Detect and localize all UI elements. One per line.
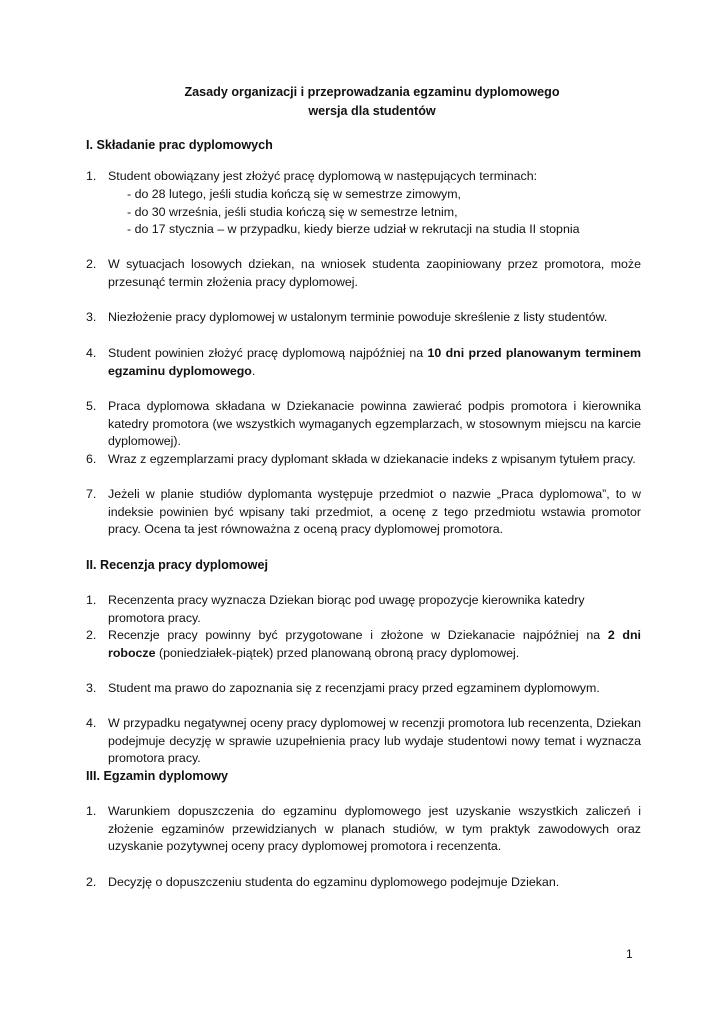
document-title: Zasady organizacji i przeprowadzania egzaminu dyplomowego [184, 85, 560, 99]
list-item-s1-6 [86, 451, 641, 469]
deadline-line-1: - do 28 lutego, jeśli studia kończą się w semestrze zimowym, [127, 187, 461, 201]
item-text: Wraz z egzemplarzami pracy dyplomant składa w dziekanacie indeks z wpisanym tytułem pracy. [108, 452, 636, 466]
item-text: Decyzję o dopuszczeniu studenta do egzaminu dyplomowego podejmuje Dziekan. [108, 875, 560, 889]
item-text: Praca dyplomowa składana w Dziekanacie powinna zawierać podpis promotora i kierownika katedry promotora (we wszystkich wymaganych egzemplarzach, w stosownym miejscu na karcie dyplomowej). [108, 399, 641, 448]
item-text-after: . [251, 363, 256, 378]
deadline-emphasis: 2 dni robocze [108, 628, 641, 660]
list-item-s3-1 [86, 803, 641, 856]
item-text: Niezłożenie pracy dyplomowej w ustalonym terminie powoduje skreślenie z listy studentów. [108, 310, 608, 324]
list-item-s1-5 [86, 398, 641, 451]
document-subtitle: wersja dla studentów [308, 104, 436, 118]
item-text-before: Student powinien złożyć pracę dyplomową najpóźniej na [108, 346, 428, 360]
item-number: 5. [86, 399, 97, 413]
list-item-s2-1 [86, 592, 641, 627]
list-item-s1-7 [86, 486, 641, 539]
list-item-s1-1 [86, 168, 641, 186]
item-text: W przypadku negatywnej oceny pracy dyplomowej w recenzji promotora lub recenzenta, Dziekan podejmuje decyzję w sprawie uzupełnienia pracy lub wydaje studentowi nowy temat i wyznacza promotora pracy. [108, 716, 641, 765]
item-text: Jeżeli w planie studiów dyplomanta występuje przedmiot o nazwie „Praca dyplomowa”, to w indeksie powinien być wpisany taki przedmiot, a ocenę z tego przedmiotu wstawia promotor pracy. Ocena ta jest równoważna z oceną pracy dyplomowej promotora. [108, 487, 641, 536]
list-item-s1-4 [86, 345, 641, 380]
list-item-s1-2 [86, 256, 641, 291]
item-number: 4. [86, 716, 97, 730]
item-number: 1. [86, 169, 97, 183]
item-number: 2. [86, 628, 97, 642]
page-number: 1 [626, 947, 633, 961]
list-item-s3-2 [86, 874, 641, 892]
deadline-line-2: - do 30 września, jeśli studia kończą się w semestrze letnim, [127, 205, 458, 219]
item-text-before: Recenzje pracy powinny być przygotowane i złożone w Dziekanacie najpóźniej na [108, 628, 608, 642]
section-heading-1: I. Składanie prac dyplomowych [86, 138, 273, 152]
deadline-emphasis: 10 dni przed planowanym terminem egzaminu dyplomowego [108, 346, 642, 378]
item-number: 3. [86, 681, 97, 695]
item-text-after: (poniedziałek-piątek) przed planowaną obroną pracy dyplomowej. [155, 645, 520, 660]
item-number: 4. [86, 346, 97, 360]
item-text: Warunkiem dopuszczenia do egzaminu dyplomowego jest uzyskanie wszystkich zaliczeń i złożenie egzaminów przewidzianych w planach studiów, w tym praktyk zawodowych oraz uzyskanie pozytywnej oceny pracy dyplomowej promotora i recenzenta. [108, 804, 641, 853]
list-item-s2-3 [86, 680, 641, 698]
deadline-line-3: - do 17 stycznia – w przypadku, kiedy bierze udział w rekrutacji na studia II stopnia [127, 222, 580, 236]
item-text: Recenzenta pracy wyznacza Dziekan biorąc pod uwagę propozycje kierownika katedry promotora pracy. [108, 593, 585, 625]
item-text: Student ma prawo do zapoznania się z recenzjami pracy przed egzaminem dyplomowym. [108, 681, 600, 695]
item-text [108, 627, 641, 662]
section-heading-2: II. Recenzja pracy dyplomowej [86, 558, 268, 572]
list-item-s2-4 [86, 715, 641, 768]
item-number: 6. [86, 452, 97, 466]
item-number: 1. [86, 804, 97, 818]
list-item-s1-3 [86, 309, 641, 327]
item-text [108, 345, 641, 380]
item-number: 1. [86, 593, 97, 607]
item-text: Student obowiązany jest złożyć pracę dyplomową w następujących terminach: [108, 169, 538, 183]
item-number: 2. [86, 257, 97, 271]
item-text: W sytuacjach losowych dziekan, na wniosek studenta zaopiniowany przez promotora, może przesunąć termin złożenia pracy dyplomowej. [108, 257, 641, 289]
item-number: 3. [86, 310, 97, 324]
item-number: 2. [86, 875, 97, 889]
section-heading-3: III. Egzamin dyplomowy [86, 769, 229, 783]
list-item-s2-2 [86, 627, 641, 662]
item-number: 7. [86, 487, 97, 501]
